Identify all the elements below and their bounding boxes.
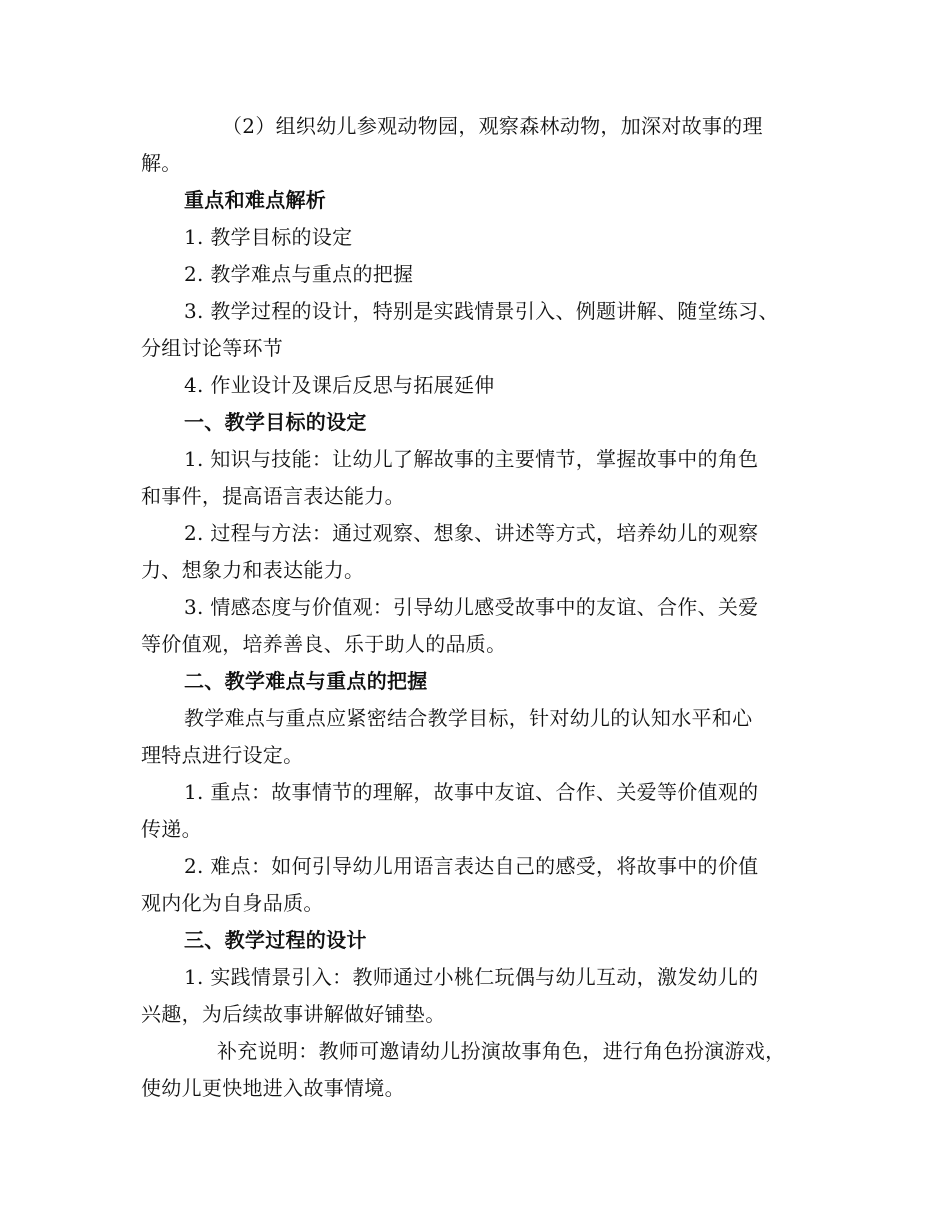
section-heading: 一、教学目标的设定	[184, 410, 367, 434]
list-item: 3. 教学过程的设计，特别是实践情景引入、例题讲解、随堂练习、	[184, 299, 779, 323]
paragraph-line: 理特点进行设定。	[141, 743, 304, 767]
paragraph-line: 使幼儿更快地进入故事情境。	[141, 1076, 405, 1100]
paragraph-line: （2）组织幼儿参观动物园，观察森林动物，加深对故事的理	[222, 114, 763, 138]
note-line: 补充说明：教师可邀请幼儿扮演故事角色，进行角色扮演游戏，	[217, 1039, 786, 1063]
section-heading: 重点和难点解析	[184, 188, 327, 212]
list-item: 2. 难点：如何引导幼儿用语言表达自己的感受，将故事中的价值	[184, 854, 759, 878]
paragraph-line: 兴趣，为后续故事讲解做好铺垫。	[141, 1002, 446, 1026]
paragraph-line: 等价值观，培养善良、乐于助人的品质。	[141, 632, 507, 656]
list-item: 2. 教学难点与重点的把握	[184, 262, 414, 286]
paragraph-line: 传递。	[141, 817, 202, 841]
list-item: 1. 教学目标的设定	[184, 225, 353, 249]
list-item: 1. 知识与技能：让幼儿了解故事的主要情节，掌握故事中的角色	[184, 447, 759, 471]
list-item: 1. 实践情景引入：教师通过小桃仁玩偶与幼儿互动，激发幼儿的	[184, 965, 759, 989]
section-heading: 二、教学难点与重点的把握	[184, 669, 428, 693]
list-item: 1. 重点：故事情节的理解，故事中友谊、合作、关爱等价值观的	[184, 780, 759, 804]
list-item: 2. 过程与方法：通过观察、想象、讲述等方式，培养幼儿的观察	[184, 521, 759, 545]
paragraph-line: 分组讨论等环节	[141, 336, 284, 360]
paragraph-line: 和事件，提高语言表达能力。	[141, 484, 405, 508]
paragraph-line: 观内化为自身品质。	[141, 891, 324, 915]
paragraph-line: 力、想象力和表达能力。	[141, 558, 365, 582]
list-item: 3. 情感态度与价值观：引导幼儿感受故事中的友谊、合作、关爱	[184, 595, 759, 619]
list-item: 4. 作业设计及课后反思与拓展延伸	[184, 373, 495, 397]
section-heading: 三、教学过程的设计	[184, 928, 367, 952]
paragraph-line: 解。	[141, 151, 182, 175]
paragraph-line: 教学难点与重点应紧密结合教学目标，针对幼儿的认知水平和心	[184, 706, 753, 730]
